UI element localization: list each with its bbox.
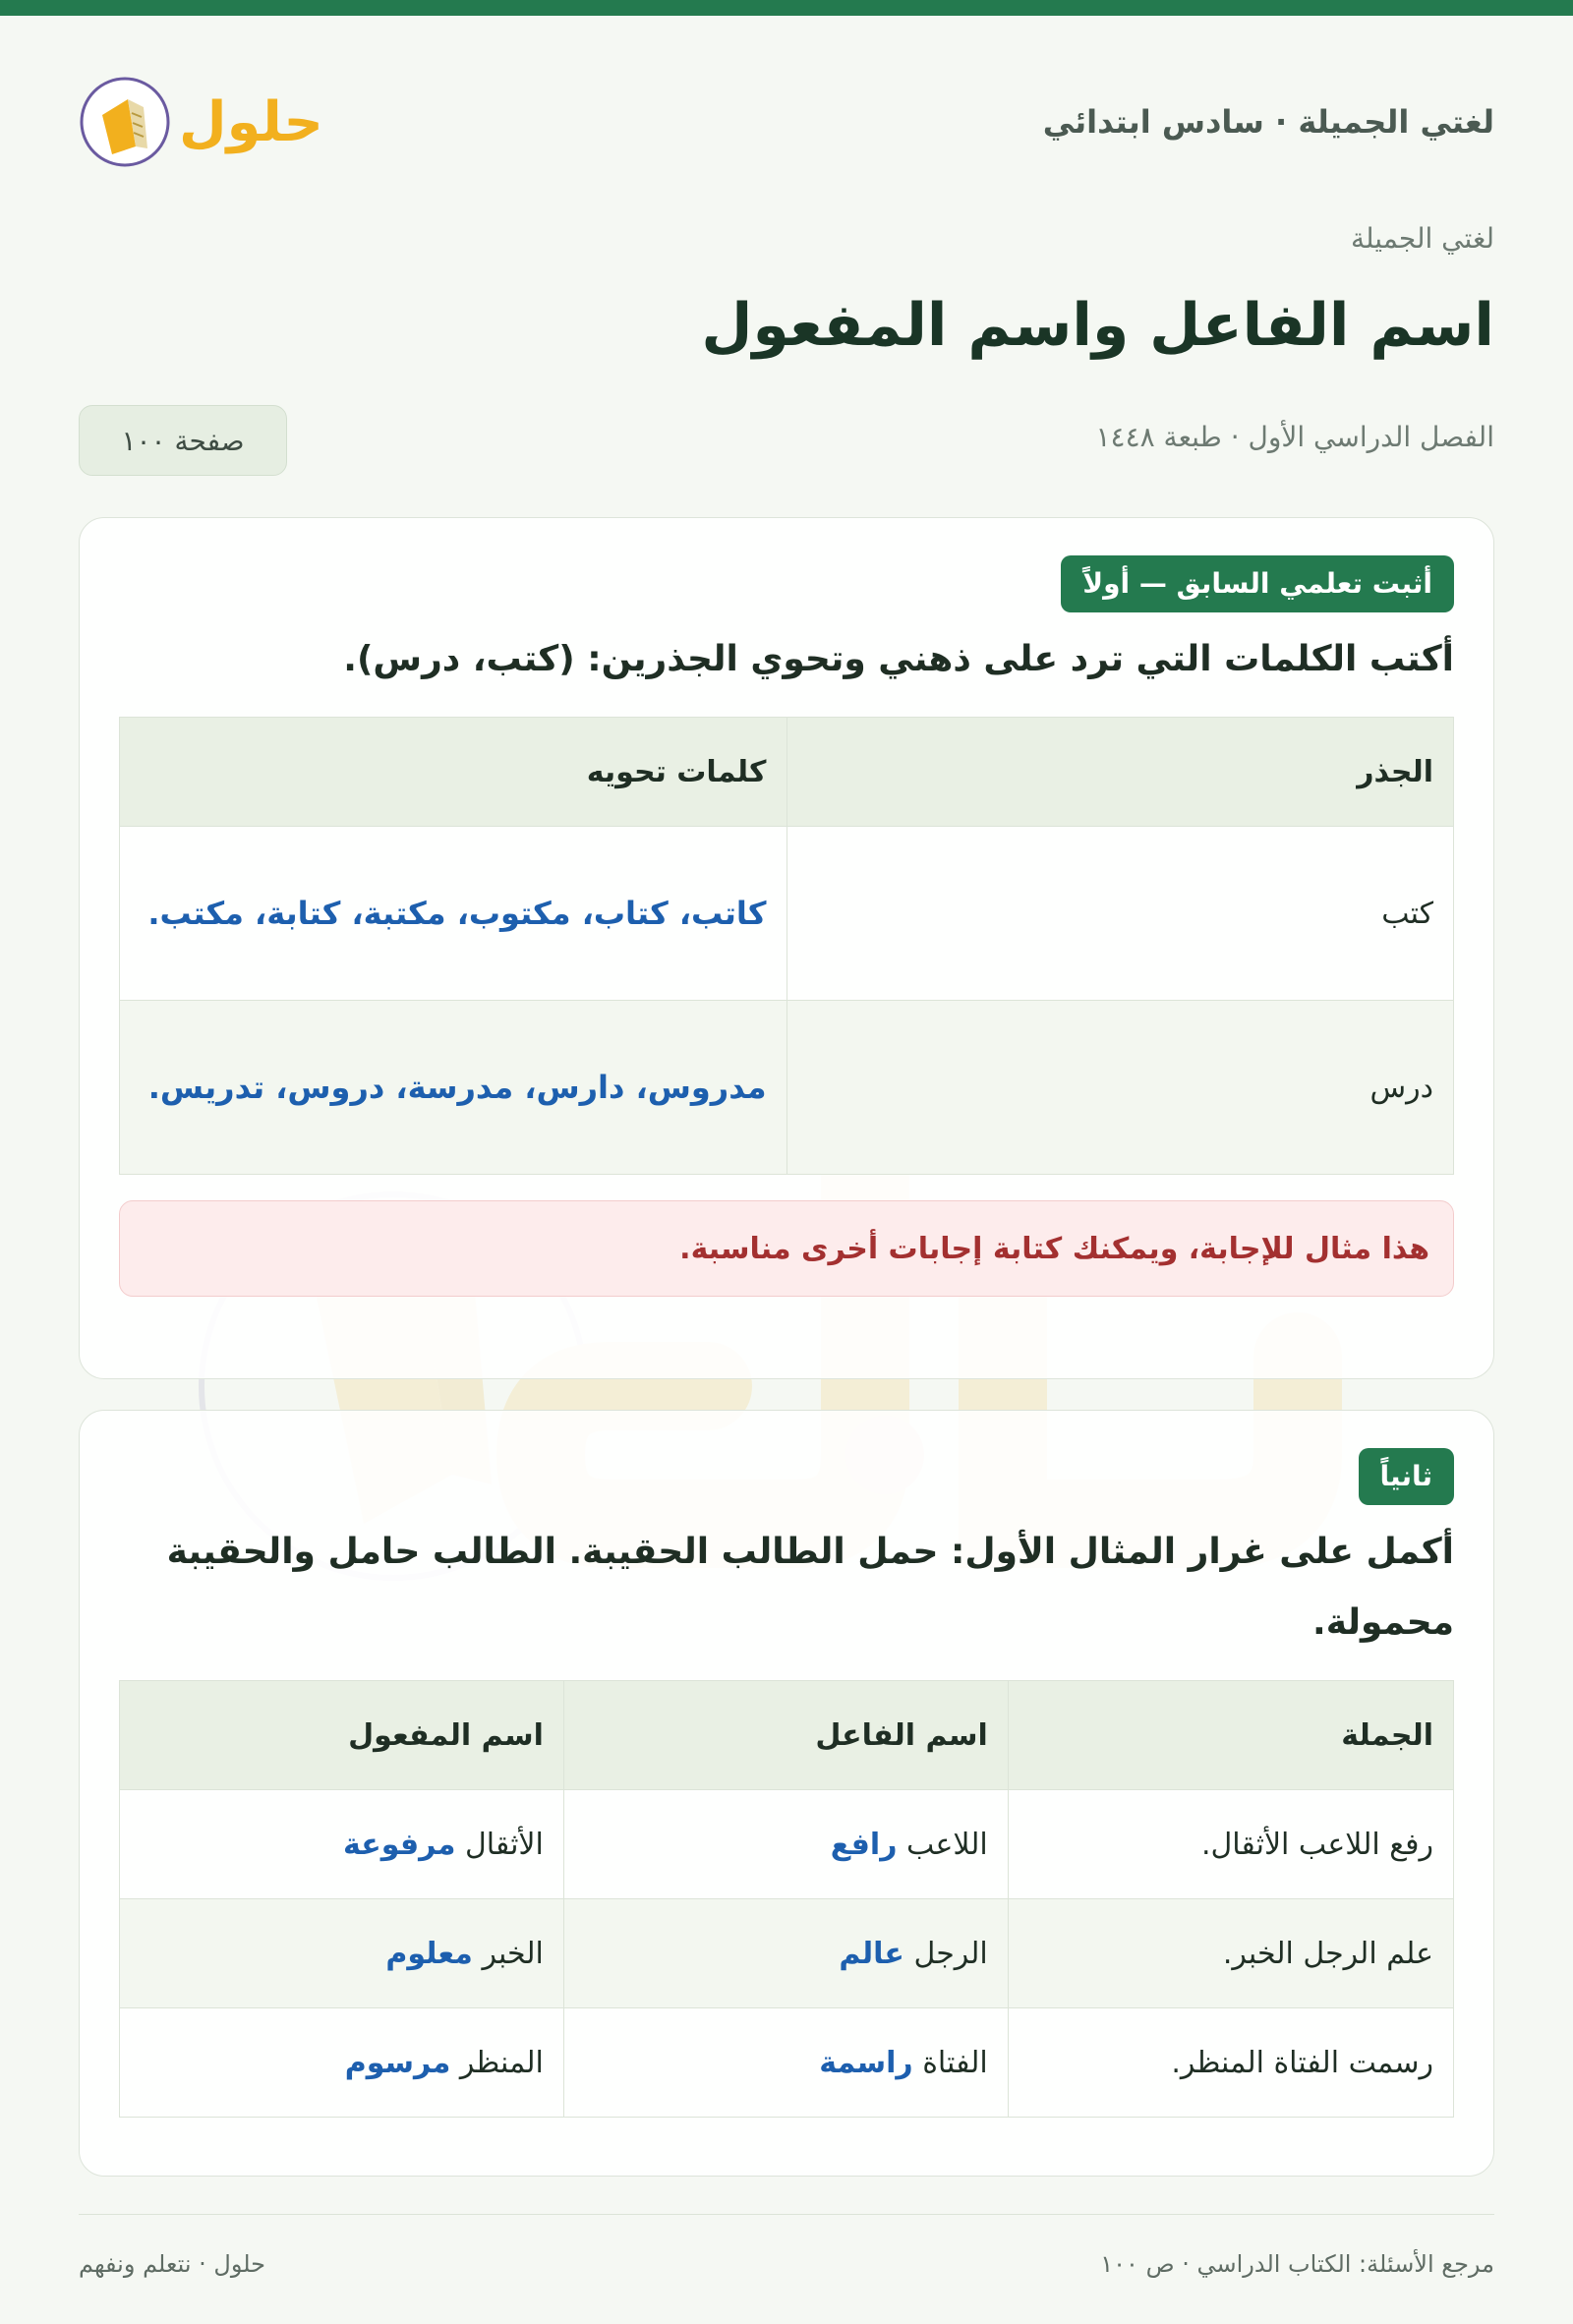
agent-cell (563, 1790, 1008, 1899)
section-badge: ثانياً (1359, 1448, 1454, 1505)
sentence-cell: رفع اللاعب الأثقال. (1008, 1790, 1453, 1899)
subject-word: اللاعب (906, 1827, 988, 1862)
answer-cell: كاتب، كتاب، مكتوب، مكتبة، كتابة، مكتب. (120, 827, 787, 1001)
table-row (120, 1790, 1454, 1899)
patient-cell (120, 1790, 564, 1899)
logo-wordmark: حلول (179, 89, 323, 154)
table-row (120, 2008, 1454, 2118)
page-header (79, 63, 1494, 181)
table-header-row (120, 1681, 1454, 1790)
section-card-prior-learning (79, 517, 1494, 1379)
patient-cell (120, 1899, 564, 2008)
table-row (120, 1899, 1454, 2008)
sentence-cell: رسمت الفتاة المنظر. (1008, 2008, 1453, 2118)
agent-noun: راسمة (819, 2045, 913, 2080)
footer-reference: مرجع الأسئلة: الكتاب الدراسي · ص ١٠٠ (1100, 2250, 1494, 2278)
top-accent-bar (0, 0, 1573, 16)
roots-table (119, 717, 1454, 1175)
question-text: أكمل على غرار المثال الأول: حمل الطالب الحقيبة. الطالب حامل والحقيبة محمولة. (166, 1532, 1454, 1643)
root-cell: درس (786, 1001, 1454, 1175)
table-header-row (120, 718, 1454, 827)
patient-noun: مرفوعة (343, 1827, 456, 1862)
patient-noun: مرسوم (344, 2045, 451, 2080)
book-icon (79, 76, 171, 168)
agent-cell (563, 2008, 1008, 2118)
subject-word: الرجل (913, 1936, 988, 1971)
section-badge: أثبت تعلمي السابق — أولاً (1061, 555, 1454, 612)
question-text: أكتب الكلمات التي ترد على ذهني وتحوي الجذرين: (كتب، درس). (343, 639, 1454, 679)
header-title: لغتي الجميلة · سادس ابتدائي (1042, 103, 1494, 141)
subject-word: الفتاة (922, 2045, 988, 2080)
agent-cell (563, 1899, 1008, 2008)
root-cell: كتب (786, 827, 1454, 1001)
agent-noun: رافع (830, 1827, 898, 1862)
patient-noun: معلوم (385, 1936, 473, 1971)
site-logo[interactable] (79, 76, 323, 168)
column-header: الجملة (1008, 1681, 1453, 1790)
answer-note: هذا مثال للإجابة، ويمكنك كتابة إجابات أخرى مناسبة. (119, 1200, 1454, 1297)
column-header: اسم الفاعل (563, 1681, 1008, 1790)
agent-noun: عالم (839, 1936, 904, 1971)
page-footer (79, 2214, 1494, 2313)
object-word: الخبر (482, 1936, 544, 1971)
table-row (120, 827, 1454, 1001)
agent-patient-table (119, 1680, 1454, 2118)
patient-cell (120, 2008, 564, 2118)
edition-meta: الفصل الدراسي الأول · طبعة ١٤٤٨ (1095, 421, 1494, 453)
section-card-second (79, 1410, 1494, 2177)
page-number-badge: صفحة ١٠٠ (79, 405, 287, 476)
breadcrumb[interactable]: لغتي الجميلة (1350, 222, 1494, 255)
table-row (120, 1001, 1454, 1175)
column-header: اسم المفعول (120, 1681, 564, 1790)
footer-brand[interactable]: حلول · نتعلم ونفهم (79, 2250, 265, 2278)
answer-cell: مدروس، دارس، مدرسة، دروس، تدريس. (120, 1001, 787, 1175)
object-word: المنظر (459, 2045, 544, 2080)
object-word: الأثقال (464, 1827, 544, 1862)
page-title: اسم الفاعل واسم المفعول (701, 291, 1494, 360)
column-header: الجذر (786, 718, 1454, 827)
sentence-cell: علم الرجل الخبر. (1008, 1899, 1453, 2008)
column-header: كلمات تحويه (120, 718, 787, 827)
